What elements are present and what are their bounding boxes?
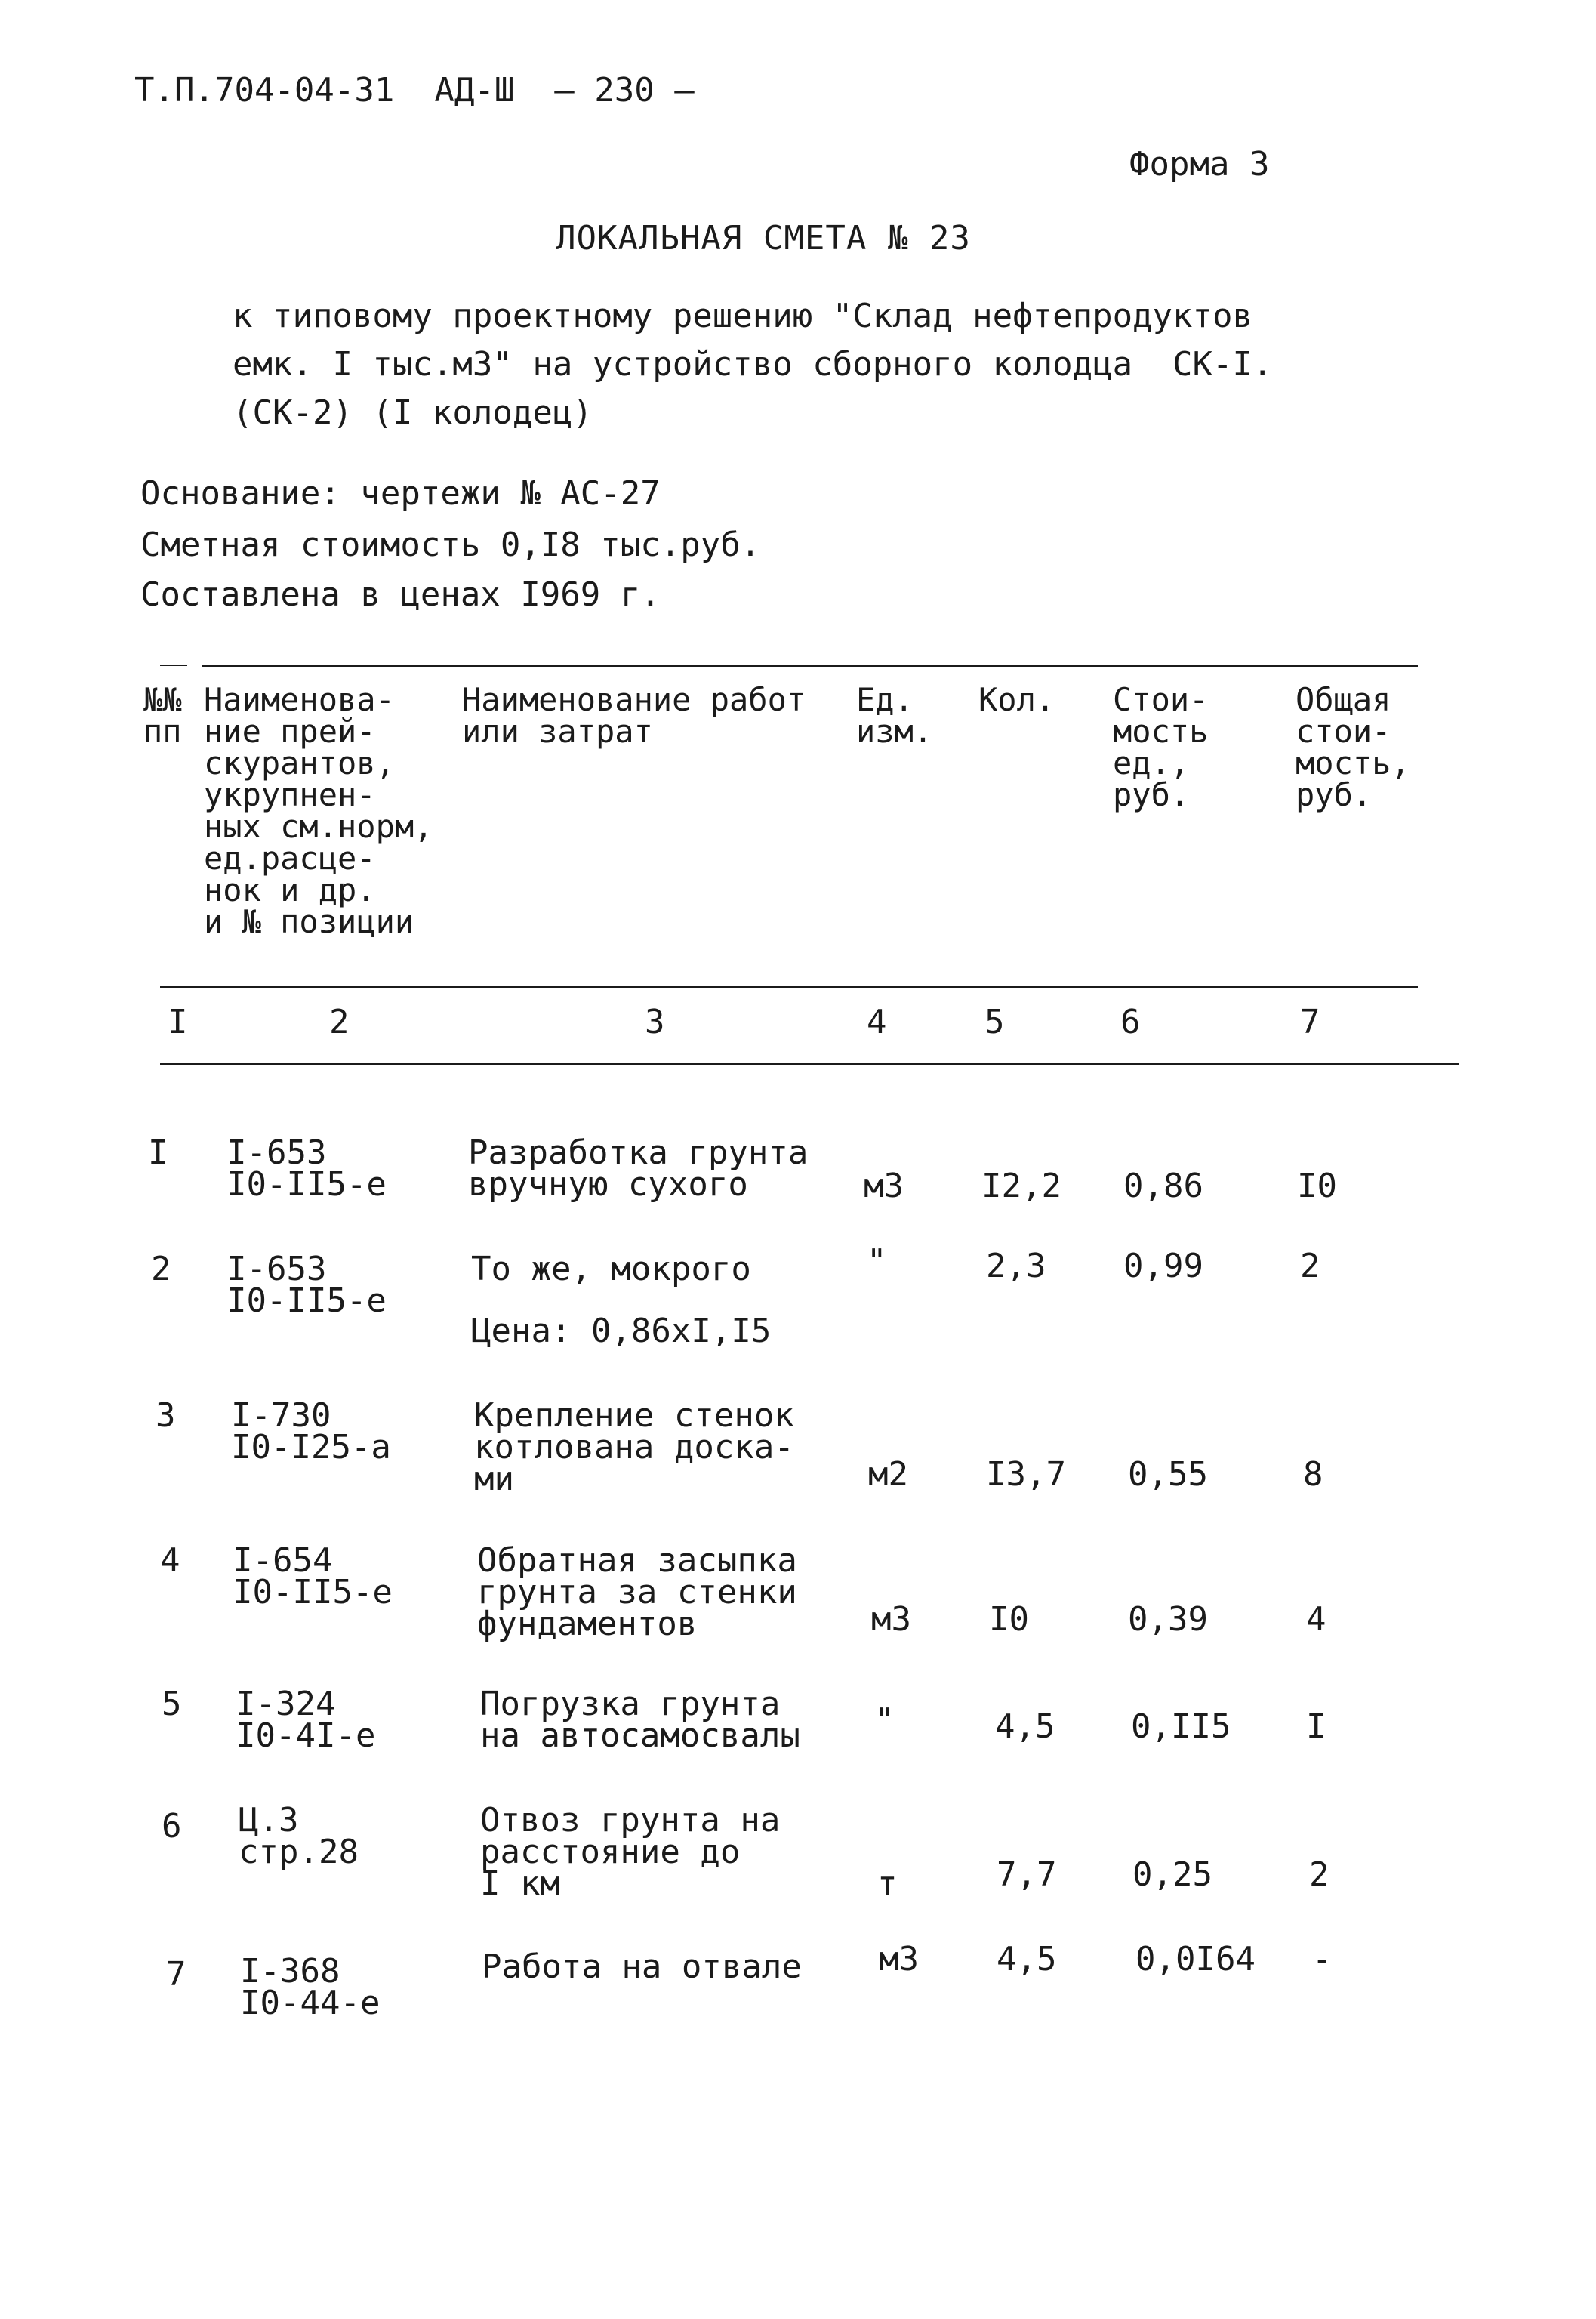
unit: м3 — [871, 1600, 911, 1639]
quantity: I3,7 — [986, 1455, 1066, 1494]
pricelist-code: I-368 I0-44-е — [240, 1952, 381, 2022]
row-number: 7 — [166, 1955, 186, 1994]
total-cost: 4 — [1306, 1600, 1326, 1639]
column-number: 3 — [645, 1003, 665, 1041]
header-quantity: Кол. — [978, 681, 1055, 718]
row-number: 6 — [162, 1807, 182, 1846]
total-cost: - — [1312, 1940, 1333, 1978]
total-cost: I0 — [1297, 1167, 1337, 1205]
total-cost: 2 — [1300, 1247, 1320, 1285]
total-cost: 8 — [1303, 1455, 1323, 1494]
total-cost: 2 — [1309, 1855, 1329, 1894]
row-number: 5 — [162, 1685, 182, 1723]
column-number: 7 — [1300, 1003, 1320, 1041]
work-name: Погрузка грунта на автосамосвалы — [480, 1685, 800, 1755]
pricelist-code: I-653 I0-II5-е — [226, 1133, 387, 1204]
work-name: Работа на отвале — [482, 1947, 802, 1986]
work-name: То же, мокрого — [471, 1250, 751, 1288]
table-top-rule — [202, 665, 1418, 667]
table-top-rule-dash — [160, 665, 187, 666]
quantity: 7,7 — [997, 1855, 1057, 1894]
pricelist-code: I-654 I0-II5-е — [233, 1541, 393, 1611]
unit: м2 — [868, 1455, 908, 1494]
price-note: Цена: 0,86xI,I5 — [471, 1312, 772, 1350]
unit: " — [874, 1701, 895, 1740]
column-number: 4 — [867, 1003, 887, 1041]
row-number: 4 — [160, 1541, 180, 1580]
prices-year-line: Составлена в ценах I969 г. — [140, 575, 661, 614]
unit-cost: 0,II5 — [1131, 1707, 1231, 1746]
header-unit: Ед. изм. — [856, 681, 933, 750]
pricelist-code: I-730 I0-I25-а — [231, 1396, 391, 1466]
form-label: Форма 3 — [1129, 145, 1270, 183]
description-line-2: емк. I тыс.м3" на устройство сборного колодца СК-I. — [233, 345, 1273, 384]
row-number: 2 — [151, 1250, 171, 1288]
unit-cost: 0,99 — [1123, 1247, 1203, 1285]
column-number: 5 — [984, 1003, 1005, 1041]
unit: " — [867, 1242, 887, 1281]
quantity: 4,5 — [995, 1707, 1055, 1746]
row-number: 3 — [156, 1396, 176, 1435]
pricelist-code: I-653 I0-II5-е — [226, 1250, 387, 1320]
work-name: Крепление стенок котлована доска- ми — [474, 1396, 794, 1498]
pricelist-code: I-324 I0-4I-е — [236, 1685, 376, 1755]
unit-cost: 0,86 — [1123, 1167, 1203, 1205]
document-title: ЛОКАЛЬНАЯ СМЕТА № 23 — [556, 219, 971, 257]
work-name: Обратная засыпка грунта за стенки фундаментов — [477, 1541, 797, 1643]
column-numbers-rule — [160, 1063, 1459, 1065]
work-name: Отвоз грунта на расстояние до I км — [480, 1801, 781, 1903]
quantity: 4,5 — [997, 1940, 1057, 1978]
work-name: Разработка грунта вручную сухого — [468, 1133, 809, 1204]
column-number: 6 — [1120, 1003, 1141, 1041]
quantity: I0 — [989, 1600, 1029, 1639]
column-number: 2 — [329, 1003, 350, 1041]
basis-line: Основание: чертежи № АС-27 — [140, 474, 661, 513]
header-work-name: Наименование работ или затрат — [462, 681, 806, 750]
quantity: I2,2 — [981, 1167, 1061, 1205]
unit: м3 — [879, 1940, 919, 1978]
pricelist-code: Ц.3 стр.28 — [239, 1801, 359, 1871]
unit: т — [877, 1864, 898, 1903]
unit-cost: 0,25 — [1132, 1855, 1212, 1894]
document-code: Т.П.704-04-31 АД-Ш — 230 — — [134, 71, 695, 109]
unit: м3 — [864, 1167, 904, 1205]
row-number: I — [148, 1133, 168, 1172]
unit-cost: 0,39 — [1128, 1600, 1208, 1639]
description-line-1: к типовому проектному решению "Склад нефтепродуктов — [233, 297, 1253, 335]
quantity: 2,3 — [986, 1247, 1046, 1285]
estimated-cost-line: Сметная стоимость 0,I8 тыс.руб. — [140, 526, 761, 564]
header-unit-cost: Стои- мость ед., руб. — [1113, 681, 1209, 813]
description-line-3: (СК-2) (I колодец) — [233, 393, 593, 432]
header-number: №№ пп — [143, 681, 182, 750]
header-bottom-rule — [160, 986, 1418, 988]
header-pricelist: Наименова- ние прей- скурантов, укрупнен- ных см.норм, ед.расце- нок и др. и № позиции — [204, 681, 433, 940]
total-cost: I — [1306, 1707, 1326, 1746]
unit-cost: 0,0I64 — [1135, 1940, 1256, 1978]
header-total-cost: Общая стои- мость, руб. — [1296, 681, 1410, 813]
unit-cost: 0,55 — [1128, 1455, 1208, 1494]
column-number: I — [168, 1003, 188, 1041]
